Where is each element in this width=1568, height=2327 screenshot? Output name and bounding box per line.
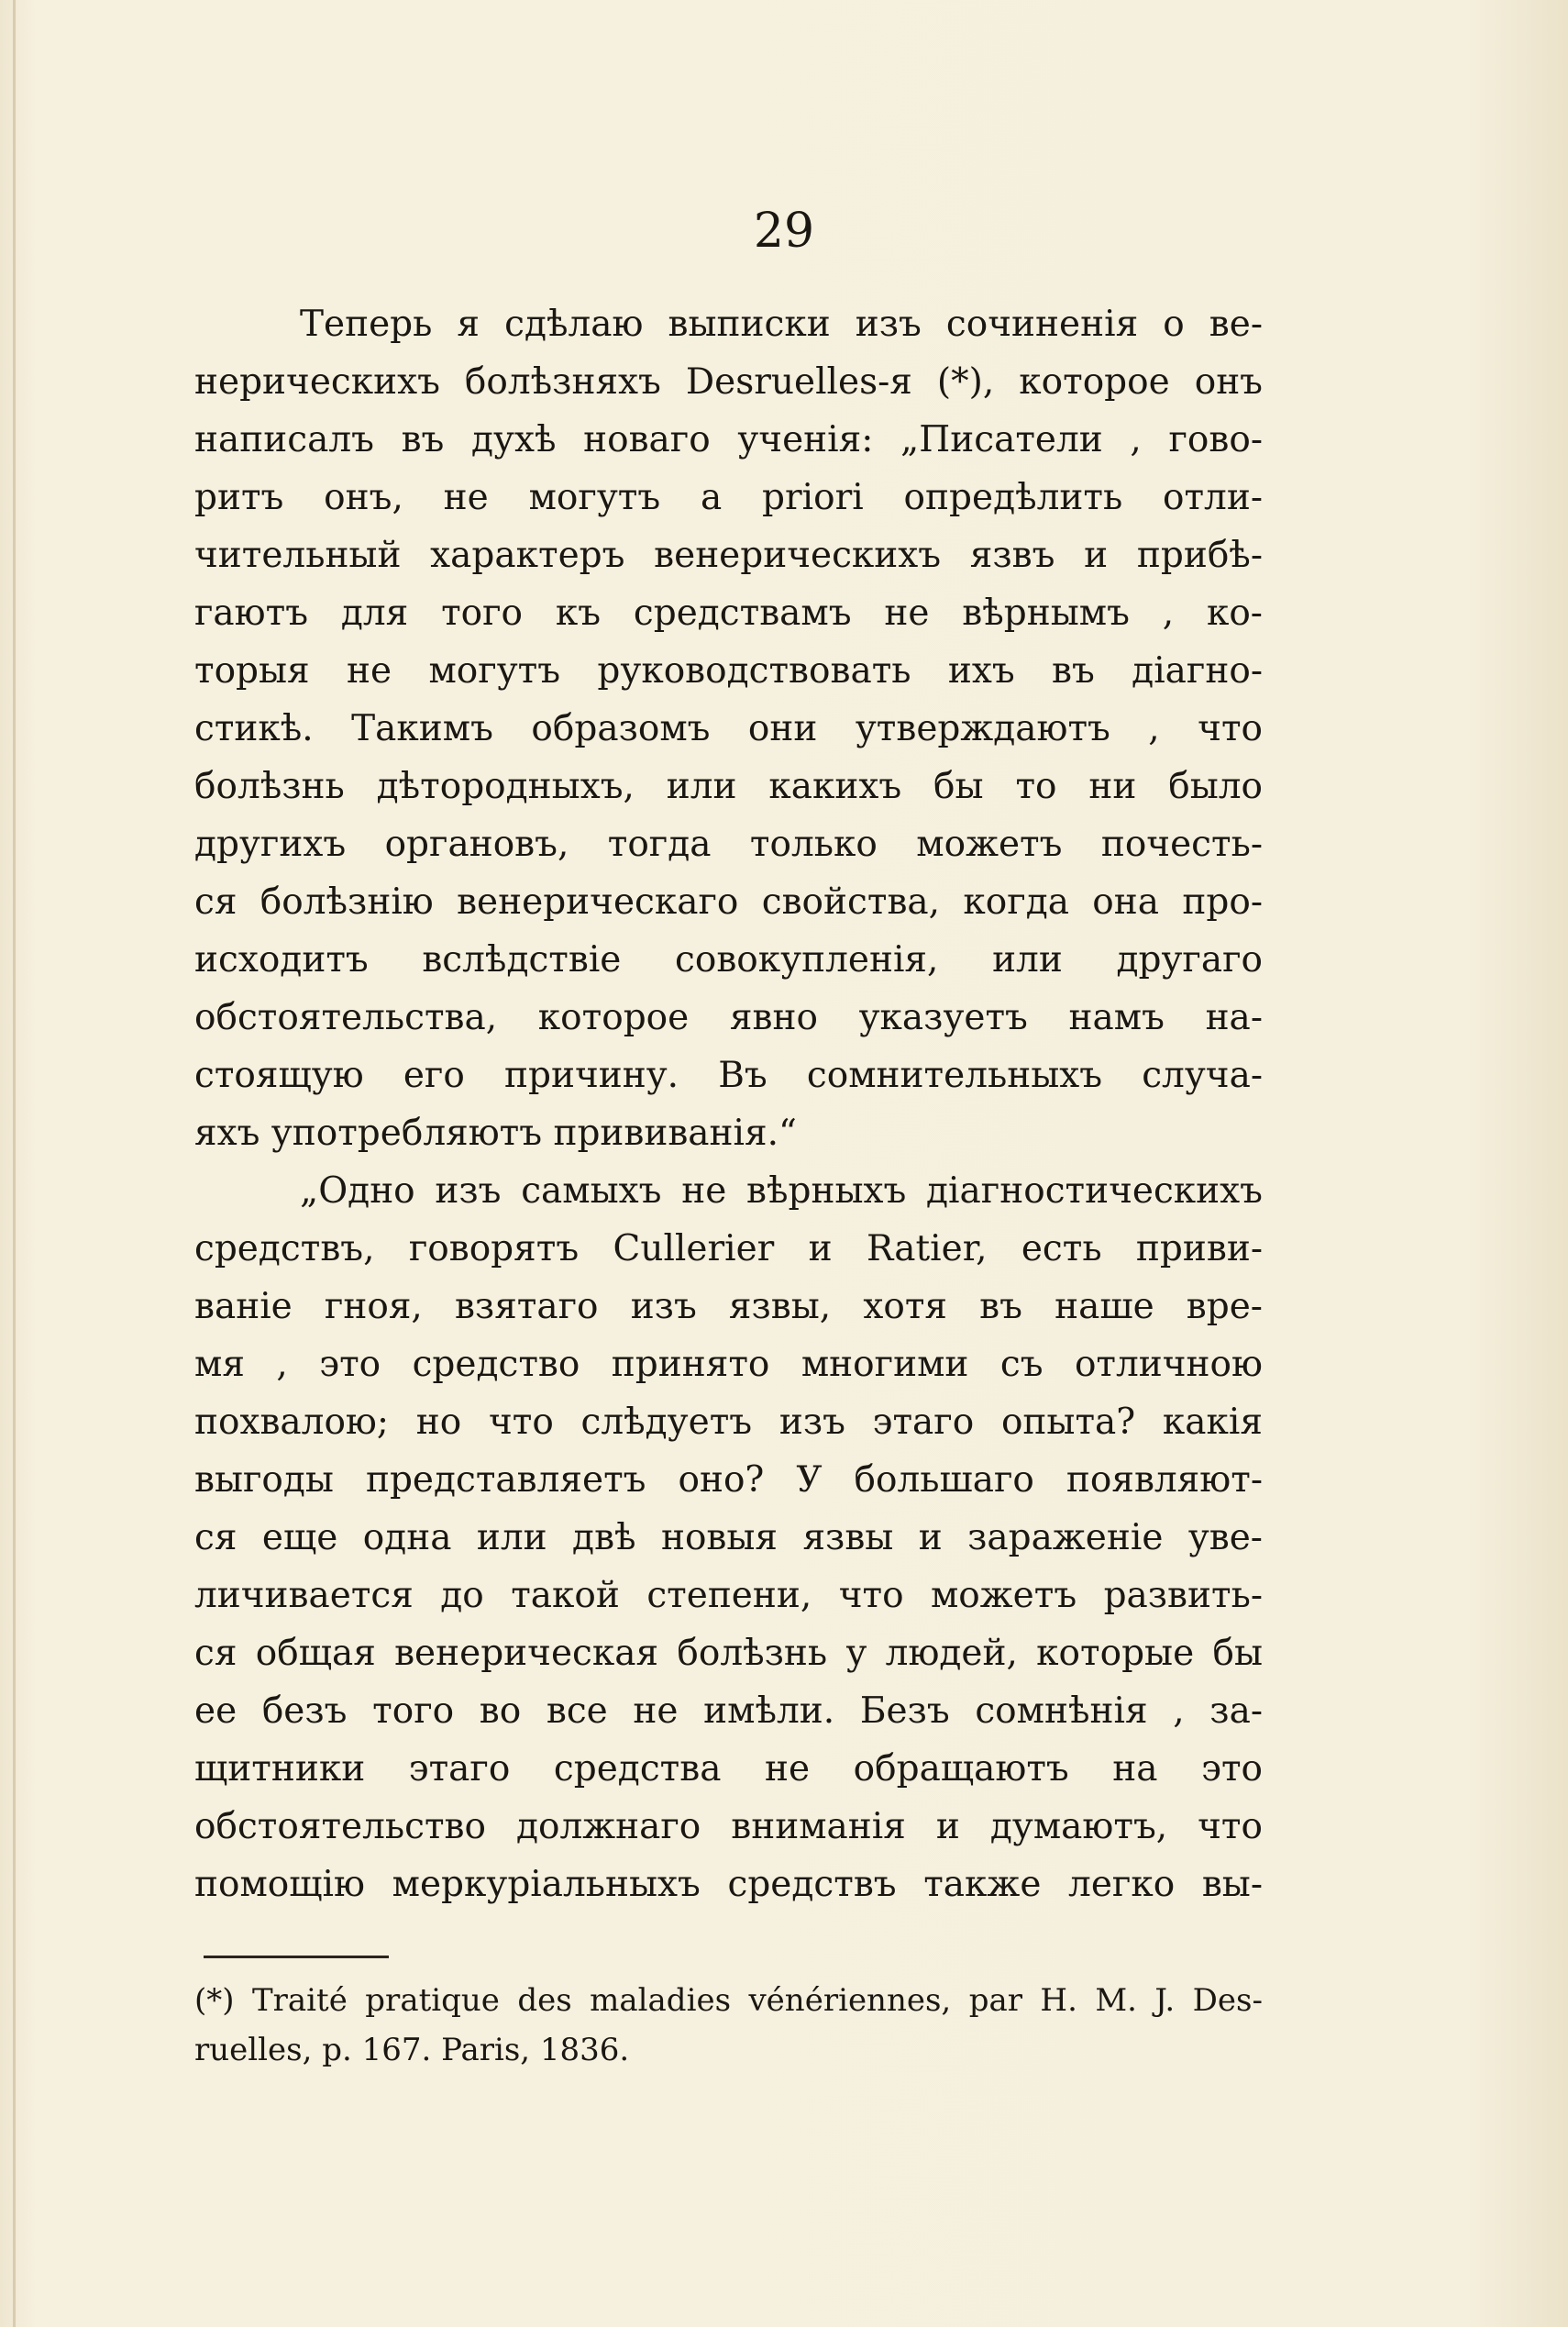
text-line: стикѣ. Такимъ образомъ они утверждаютъ , что [194,708,1263,749]
text-line: личивается до такой степени, что можетъ развить- [194,1575,1263,1616]
text-line: ся болѣзнію венерическаго свойства, когда она про- [194,881,1263,923]
text-line: выгоды представляетъ оно? У большаго появляют- [194,1459,1263,1501]
footnote [194,1976,1263,2075]
text-line: торыя не могутъ руководствовать ихъ въ діагно- [194,650,1263,692]
text-line: ся общая венерическая болѣзнь у людей, которые бы [194,1633,1263,1674]
text-line: ваніе гноя, взятаго изъ язвы, хотя въ наше вре- [194,1286,1263,1327]
text-line: средствъ, говорятъ Cullerier и Ratier, есть приви- [194,1228,1263,1269]
text-line: мя , это средство принято многими съ отличною [194,1344,1263,1385]
text-line: исходитъ вслѣдствіе совокупленія, или другаго [194,939,1263,981]
text-line: обстоятельство должнаго вниманія и думаютъ, что [194,1806,1263,1847]
text-line: похвалою; но что слѣдуетъ изъ этаго опыта? какія [194,1402,1263,1443]
footnote-line: (*) Traité pratique des maladies vénériennes, par H. M. J. Des- [194,1982,1263,2019]
text-line: „Одно изъ самыхъ не вѣрныхъ діагностическихъ [300,1170,1263,1212]
text-line: ритъ онъ, не могутъ a priori опредѣлить отли- [194,477,1263,518]
text-line: Теперь я сдѣлаю выписки изъ сочиненія о ве- [300,304,1263,345]
text-line: помощію меркуріальныхъ средствъ также легко вы- [194,1864,1263,1905]
page-edge [13,0,16,2327]
text-line: яхъ употребляютъ прививанія.“ [194,1113,797,1154]
text-line: нерическихъ болѣзняхъ Desruelles-я (*), которое онъ [194,361,1263,403]
text-line: чительный характеръ венерическихъ язвъ и прибѣ- [194,535,1263,576]
footnote-line: ruelles, p. 167. Paris, 1836. [194,2032,630,2068]
text-line: щитники этаго средства не обращаютъ на это [194,1748,1263,1790]
body-text [194,295,1263,1913]
text-line: стоящую его причину. Въ сомнительныхъ случа- [194,1055,1263,1096]
page-number: 29 [753,204,815,259]
text-line: написалъ въ духѣ новаго ученія: „Писатели , гово- [194,419,1263,460]
text-line: ее безъ того во все не имѣли. Безъ сомнѣнія , за- [194,1690,1263,1732]
text-line: ся еще одна или двѣ новыя язвы и зараженіе уве- [194,1517,1263,1558]
text-line: болѣзнь дѣтородныхъ, или какихъ бы то ни было [194,766,1263,807]
text-line: другихъ органовъ, тогда только можетъ почесть- [194,824,1263,865]
text-line: обстоятельства, которое явно указуетъ намъ на- [194,997,1263,1038]
text-line: гаютъ для того къ средствамъ не вѣрнымъ , ко- [194,593,1263,634]
footnote-rule [204,1956,389,1958]
